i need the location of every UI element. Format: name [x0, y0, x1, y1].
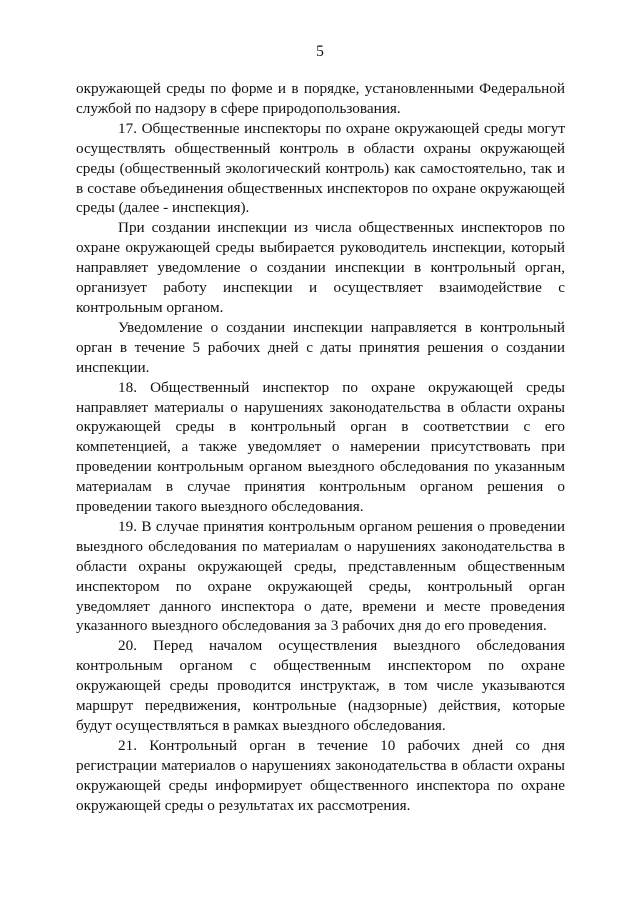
paragraph-17: 17. Общественные инспекторы по охране окружающей среды могут осуществлять общественный контроль в области охраны окружающей среды (общественный экологический контроль) как самостоятельно, так и в составе объединения общественных инспекторов по охране окружающей среды (далее - инспекция).: [76, 119, 565, 217]
paragraph-20: 20. Перед началом осуществления выездного обследования контрольным органом с общественным инспектором по охране окружающей среды проводится инструктаж, в том числе указываются маршрут передвижения, контрольные (надзорные) действия, которые будут осуществляться в рамках выездного обследования.: [76, 637, 565, 734]
document-body: [76, 79, 565, 816]
paragraph-17-inspection-creation: При создании инспекции из числа общественных инспекторов по охране окружающей среды выбирается руководитель инспекции, который направляет уведомление о создании инспекции в контрольный орган, организует работу инспекции и осуществляет взаимодействие с контрольным органом.: [76, 219, 565, 316]
paragraph-17-notification: Уведомление о создании инспекции направляется в контрольный орган в течение 5 рабочих дней с даты принятия решения о создании инспекции.: [76, 318, 565, 376]
paragraph-21: 21. Контрольный орган в течение 10 рабочих дней со дня регистрации материалов о нарушениях законодательства в области охраны окружающей среды информирует общественного инспектора по охране окружающей среды о результатах их рассмотрения.: [76, 736, 565, 814]
paragraph-18: 18. Общественный инспектор по охране окружающей среды направляет материалы о нарушениях законодательства в области охраны окружающей среды в контрольный орган в соответствии с его компетенцией, а также уведомляет о намерении присутствовать при проведении контрольным органом выездного обследования по указанным материалам в случае принятия контрольным органом решения о проведении такого выездного обследования.: [76, 378, 565, 516]
paragraph-continuation: окружающей среды по форме и в порядке, установленными Федеральной службой по надзору в сфере природопользования.: [76, 80, 565, 117]
paragraph-19: 19. В случае принятия контрольным органом решения о проведении выездного обследования по материалам о нарушениях законодательства в области охраны окружающей среды, представленным общественным инспектором по охране окружающей среды, контрольный орган уведомляет данного инспектора о дате, времени и месте проведения указанного выездного обследования за 3 рабочих дня до его проведения.: [76, 517, 565, 635]
page-number: 5: [316, 43, 324, 60]
